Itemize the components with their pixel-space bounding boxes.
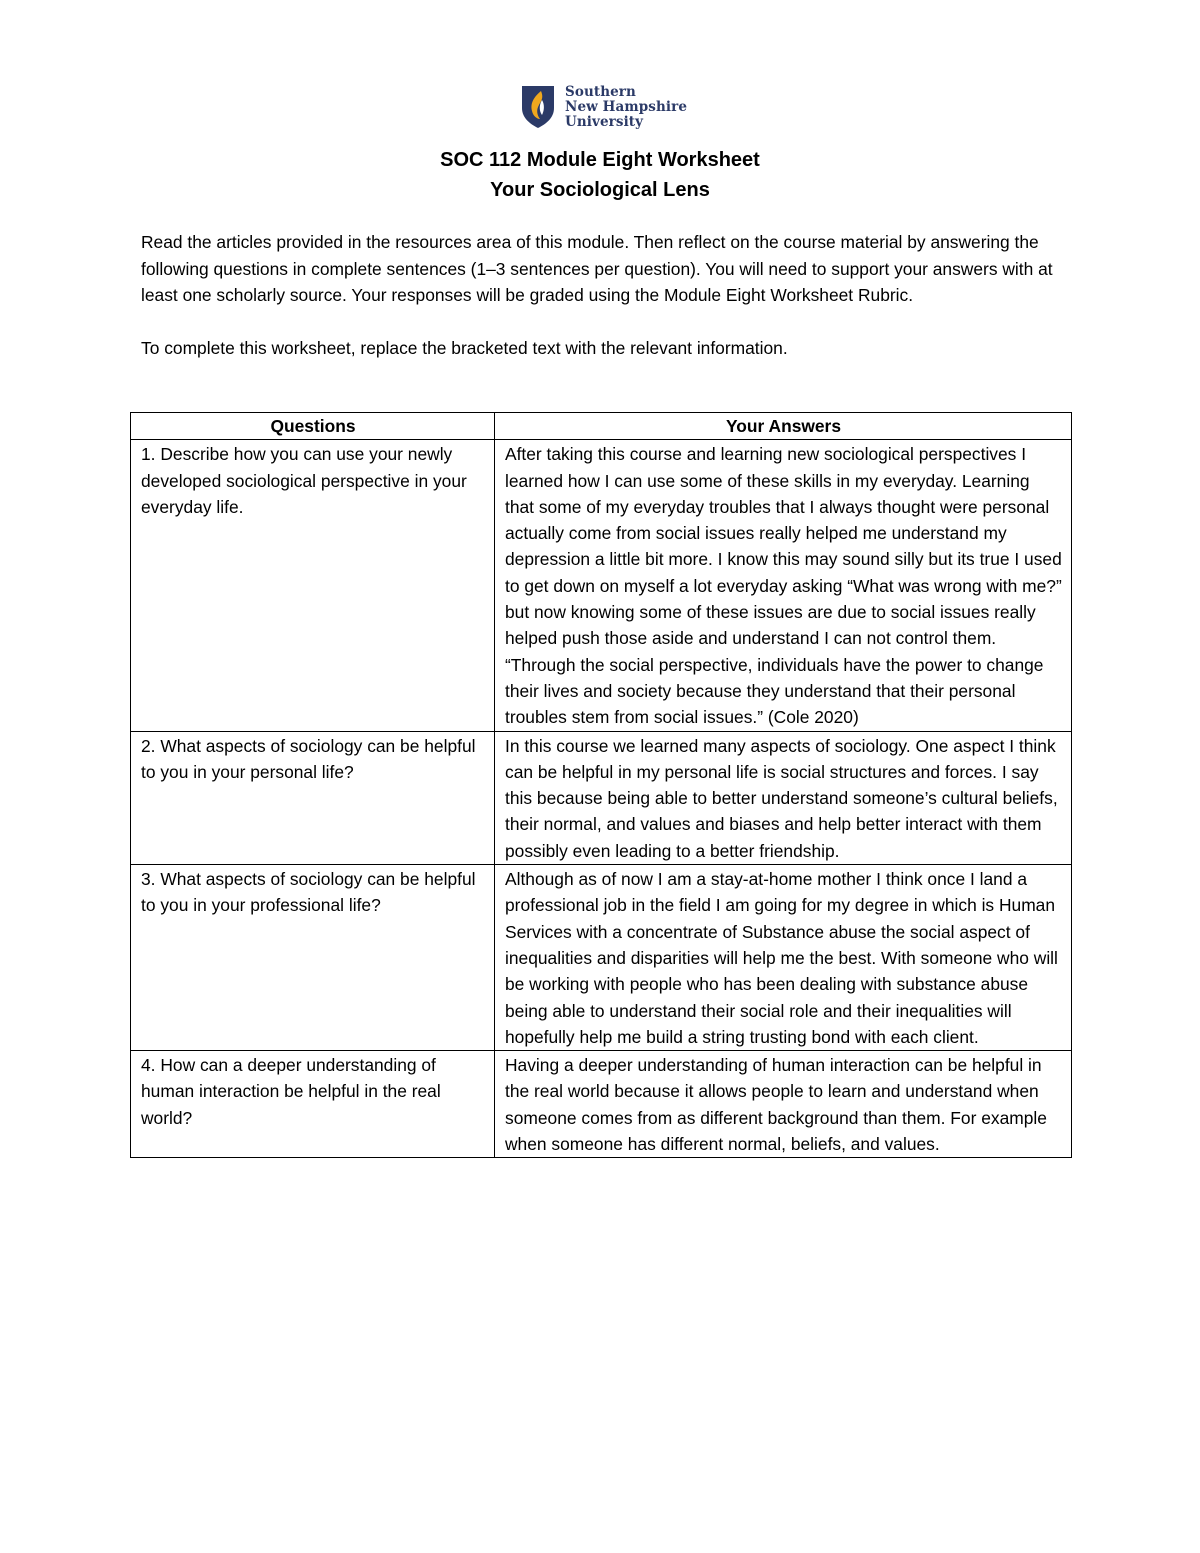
intro-section <box>141 229 1071 362</box>
table-row <box>131 440 1072 731</box>
answer-cell: After taking this course and learning new sociological perspectives I learned how I can use some of these skills in my everyday. Learning that some of my everyday troubles that I always thought were personal actually come from social issues really helped me understand my depression a little bit more. I know this may sound silly but its true I used to get down on myself a lot everyday asking “What was wrong with me?” but now knowing some of these issues are due to social issues really helped push those aside and understand I can not control them. “Through the social perspective, individuals have the power to change their lives and society because they understand that their personal troubles stem from social issues.” (Cole 2020) <box>495 440 1072 731</box>
university-logo <box>520 84 687 130</box>
question-cell: 1. Describe how you can use your newly developed sociological perspective in your everyday life. <box>131 440 495 731</box>
flame-shield-icon <box>520 84 556 130</box>
table-row <box>131 1051 1072 1158</box>
answer-cell: Having a deeper understanding of human interaction can be helpful in the real world because it allows people to learn and understand when someone comes from as different background than them. For example when someone has different normal, beliefs, and values. <box>495 1051 1072 1158</box>
intro-paragraph: Read the articles provided in the resources area of this module. Then reflect on the course material by answering the following questions in complete sentences (1–3 sentences per question). You will need to support your answers with at least one scholarly source. Your responses will be graded using the Module Eight Worksheet Rubric. <box>141 232 1053 306</box>
worksheet-table <box>130 412 1072 1158</box>
question-cell: 4. How can a deeper understanding of human interaction be helpful in the real world? <box>131 1051 495 1158</box>
page-subtitle: Your Sociological Lens <box>490 179 710 201</box>
title-block <box>0 145 1200 205</box>
logo-line-2: New Hampshire <box>565 98 688 115</box>
table-header-row <box>131 413 1072 440</box>
header-answers: Your Answers <box>495 413 1072 440</box>
logo-line-1: Southern <box>565 83 636 100</box>
answer-cell: Although as of now I am a stay-at-home mother I think once I land a professional job in the field I am going for my degree in which is Human Services with a concentrate of Substance abuse the social aspect of inequalities and disparities will help me the best. With someone who will be working with people who has been dealing with substance abuse being able to understand their social role and their inequalities will hopefully help me build a string trusting bond with each client. <box>495 865 1072 1051</box>
answer-cell: In this course we learned many aspects of sociology. One aspect I think can be helpful in my personal life is social structures and forces. I say this because being able to better understand someone’s cultural beliefs, their normal, and values and biases and help better interact with them possibly even leading to a better friendship. <box>495 731 1072 864</box>
logo-wordmark <box>565 85 687 130</box>
page-title: SOC 112 Module Eight Worksheet <box>440 149 760 171</box>
table-row <box>131 865 1072 1051</box>
logo-line-3: University <box>565 113 644 130</box>
question-cell: 2. What aspects of sociology can be helpful to you in your personal life? <box>131 731 495 864</box>
instructions-paragraph: To complete this worksheet, replace the bracketed text with the relevant information. <box>141 338 788 359</box>
table-row <box>131 731 1072 864</box>
question-cell: 3. What aspects of sociology can be helpful to you in your professional life? <box>131 865 495 1051</box>
header-questions: Questions <box>131 413 495 440</box>
